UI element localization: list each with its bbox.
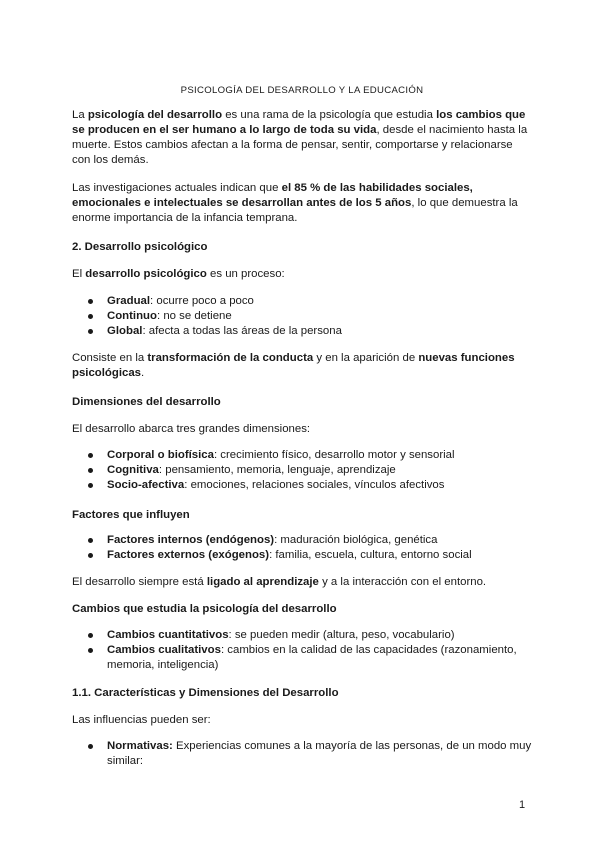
list-item-text: : se pueden medir (altura, peso, vocabulario): [228, 629, 455, 641]
list-item-text: : ocurre poco a poco: [150, 295, 254, 307]
section-1-1-heading: 1.1. Características y Dimensiones del Desarrollo: [72, 687, 339, 699]
list-item-bold: Global: [107, 325, 143, 337]
factores-closing-text-1: El desarrollo siempre está: [72, 576, 207, 588]
intro-text-3: , desde el nacimiento hasta la muerte. Estos cambios afectan a la forma de pensar, sentir, comportarse y relacionarse con los demás.: [72, 124, 528, 166]
list-item: [72, 309, 532, 324]
consiste-text-1: Consiste en la: [72, 352, 148, 364]
cambios-heading: Cambios que estudia la psicología del desarrollo: [72, 603, 337, 615]
factores-closing: [72, 575, 532, 590]
list-item-bold: Corporal o biofísica: [107, 449, 214, 461]
influencias-list: [72, 739, 532, 769]
dimensiones-list: [72, 448, 532, 493]
section-1-1-lead: Las influencias pueden ser:: [72, 714, 211, 726]
bullet-icon: [88, 538, 93, 543]
process-list: [72, 294, 532, 339]
list-item-bold: Socio-afectiva: [107, 479, 185, 491]
list-item-text: : crecimiento físico, desarrollo motor y sensorial: [213, 449, 455, 461]
factores-closing-text-2: y a la interacción con el entorno.: [318, 576, 487, 588]
research-text-1: Las investigaciones actuales indican que: [72, 182, 282, 194]
intro-text-2: es una rama de la psicología que estudia: [222, 109, 437, 121]
list-item: [72, 548, 532, 563]
bullet-icon: [88, 314, 93, 319]
consiste-bold-1: transformación de la conducta: [147, 352, 314, 364]
research-text-2: , lo que demuestra la enorme importancia de la infancia temprana.: [72, 197, 518, 224]
list-item-text: : no se detiene: [156, 310, 232, 322]
list-item-text: : familia, escuela, cultura, entorno social: [269, 549, 472, 561]
list-item-bold: Normativas:: [107, 740, 173, 752]
list-item-bold: Cambios cualitativos: [107, 644, 221, 656]
section-2-lead: [72, 267, 532, 282]
list-item-text: : cambios en la calidad de las capacidades (razonamiento, memoria, inteligencia): [107, 644, 517, 671]
list-item-bold: Continuo: [107, 310, 157, 322]
list-item-text: Experiencias comunes a la mayoría de las personas, de un modo muy similar:: [107, 740, 532, 767]
consiste-text-3: .: [141, 367, 145, 379]
bullet-icon: [88, 633, 93, 638]
section-2-lead-text-2: es un proceso:: [206, 268, 285, 280]
factores-heading: Factores que influyen: [72, 509, 190, 521]
factores-closing-bold: ligado al aprendizaje: [206, 576, 319, 588]
bullet-icon: [88, 744, 93, 749]
section-2-heading: 2. Desarrollo psicológico: [72, 241, 208, 253]
bullet-icon: [88, 468, 93, 473]
list-item-text: : afecta a todas las áreas de la persona: [142, 325, 342, 337]
bullet-icon: [88, 453, 93, 458]
bullet-icon: [88, 648, 93, 653]
bullet-icon: [88, 483, 93, 488]
page-number: 1: [519, 799, 526, 811]
factores-list: [72, 533, 532, 563]
list-item: [72, 478, 532, 493]
research-paragraph: [72, 181, 532, 226]
list-item-bold: Cognitiva: [107, 464, 159, 476]
dimensiones-lead: El desarrollo abarca tres grandes dimensiones:: [72, 423, 311, 435]
section-2-lead-text-1: El: [72, 268, 86, 280]
list-item: [72, 463, 532, 478]
consiste-bold-2: nuevas funciones psicológicas: [72, 352, 515, 379]
list-item: [72, 324, 532, 339]
list-item: [72, 294, 532, 309]
list-item-text: : maduración biológica, genética: [274, 534, 438, 546]
intro-paragraph: [72, 108, 532, 168]
intro-text-1: La: [72, 109, 88, 121]
cambios-list: [72, 628, 532, 673]
section-2-lead-bold: desarrollo psicológico: [85, 268, 207, 280]
consiste-text-2: y en la aparición de: [313, 352, 419, 364]
list-item-bold: Factores externos (exógenos): [107, 549, 270, 561]
list-item-bold: Gradual: [107, 295, 151, 307]
list-item-text: : pensamiento, memoria, lenguaje, aprendizaje: [158, 464, 396, 476]
dimensiones-heading: Dimensiones del desarrollo: [72, 396, 221, 408]
research-bold-1: el 85 % de las habilidades sociales, emocionales e intelectuales se desarrollan antes de los 5 años: [72, 182, 473, 209]
list-item: [72, 739, 532, 769]
intro-bold-2: los cambios que se producen en el ser humano a lo largo de toda su vida: [72, 109, 526, 136]
list-item-bold: Factores internos (endógenos): [107, 534, 275, 546]
bullet-icon: [88, 329, 93, 334]
document-title: PSICOLOGÍA DEL DESARROLLO Y LA EDUCACIÓN: [180, 85, 424, 96]
list-item-text: : emociones, relaciones sociales, vínculos afectivos: [184, 479, 445, 491]
list-item: [72, 628, 532, 643]
consiste-paragraph: [72, 351, 532, 381]
intro-bold-1: psicología del desarrollo: [87, 109, 223, 121]
list-item: [72, 643, 532, 673]
list-item: [72, 533, 532, 548]
list-item-bold: Cambios cuantitativos: [107, 629, 229, 641]
list-item: [72, 448, 532, 463]
bullet-icon: [88, 553, 93, 558]
bullet-icon: [88, 299, 93, 304]
